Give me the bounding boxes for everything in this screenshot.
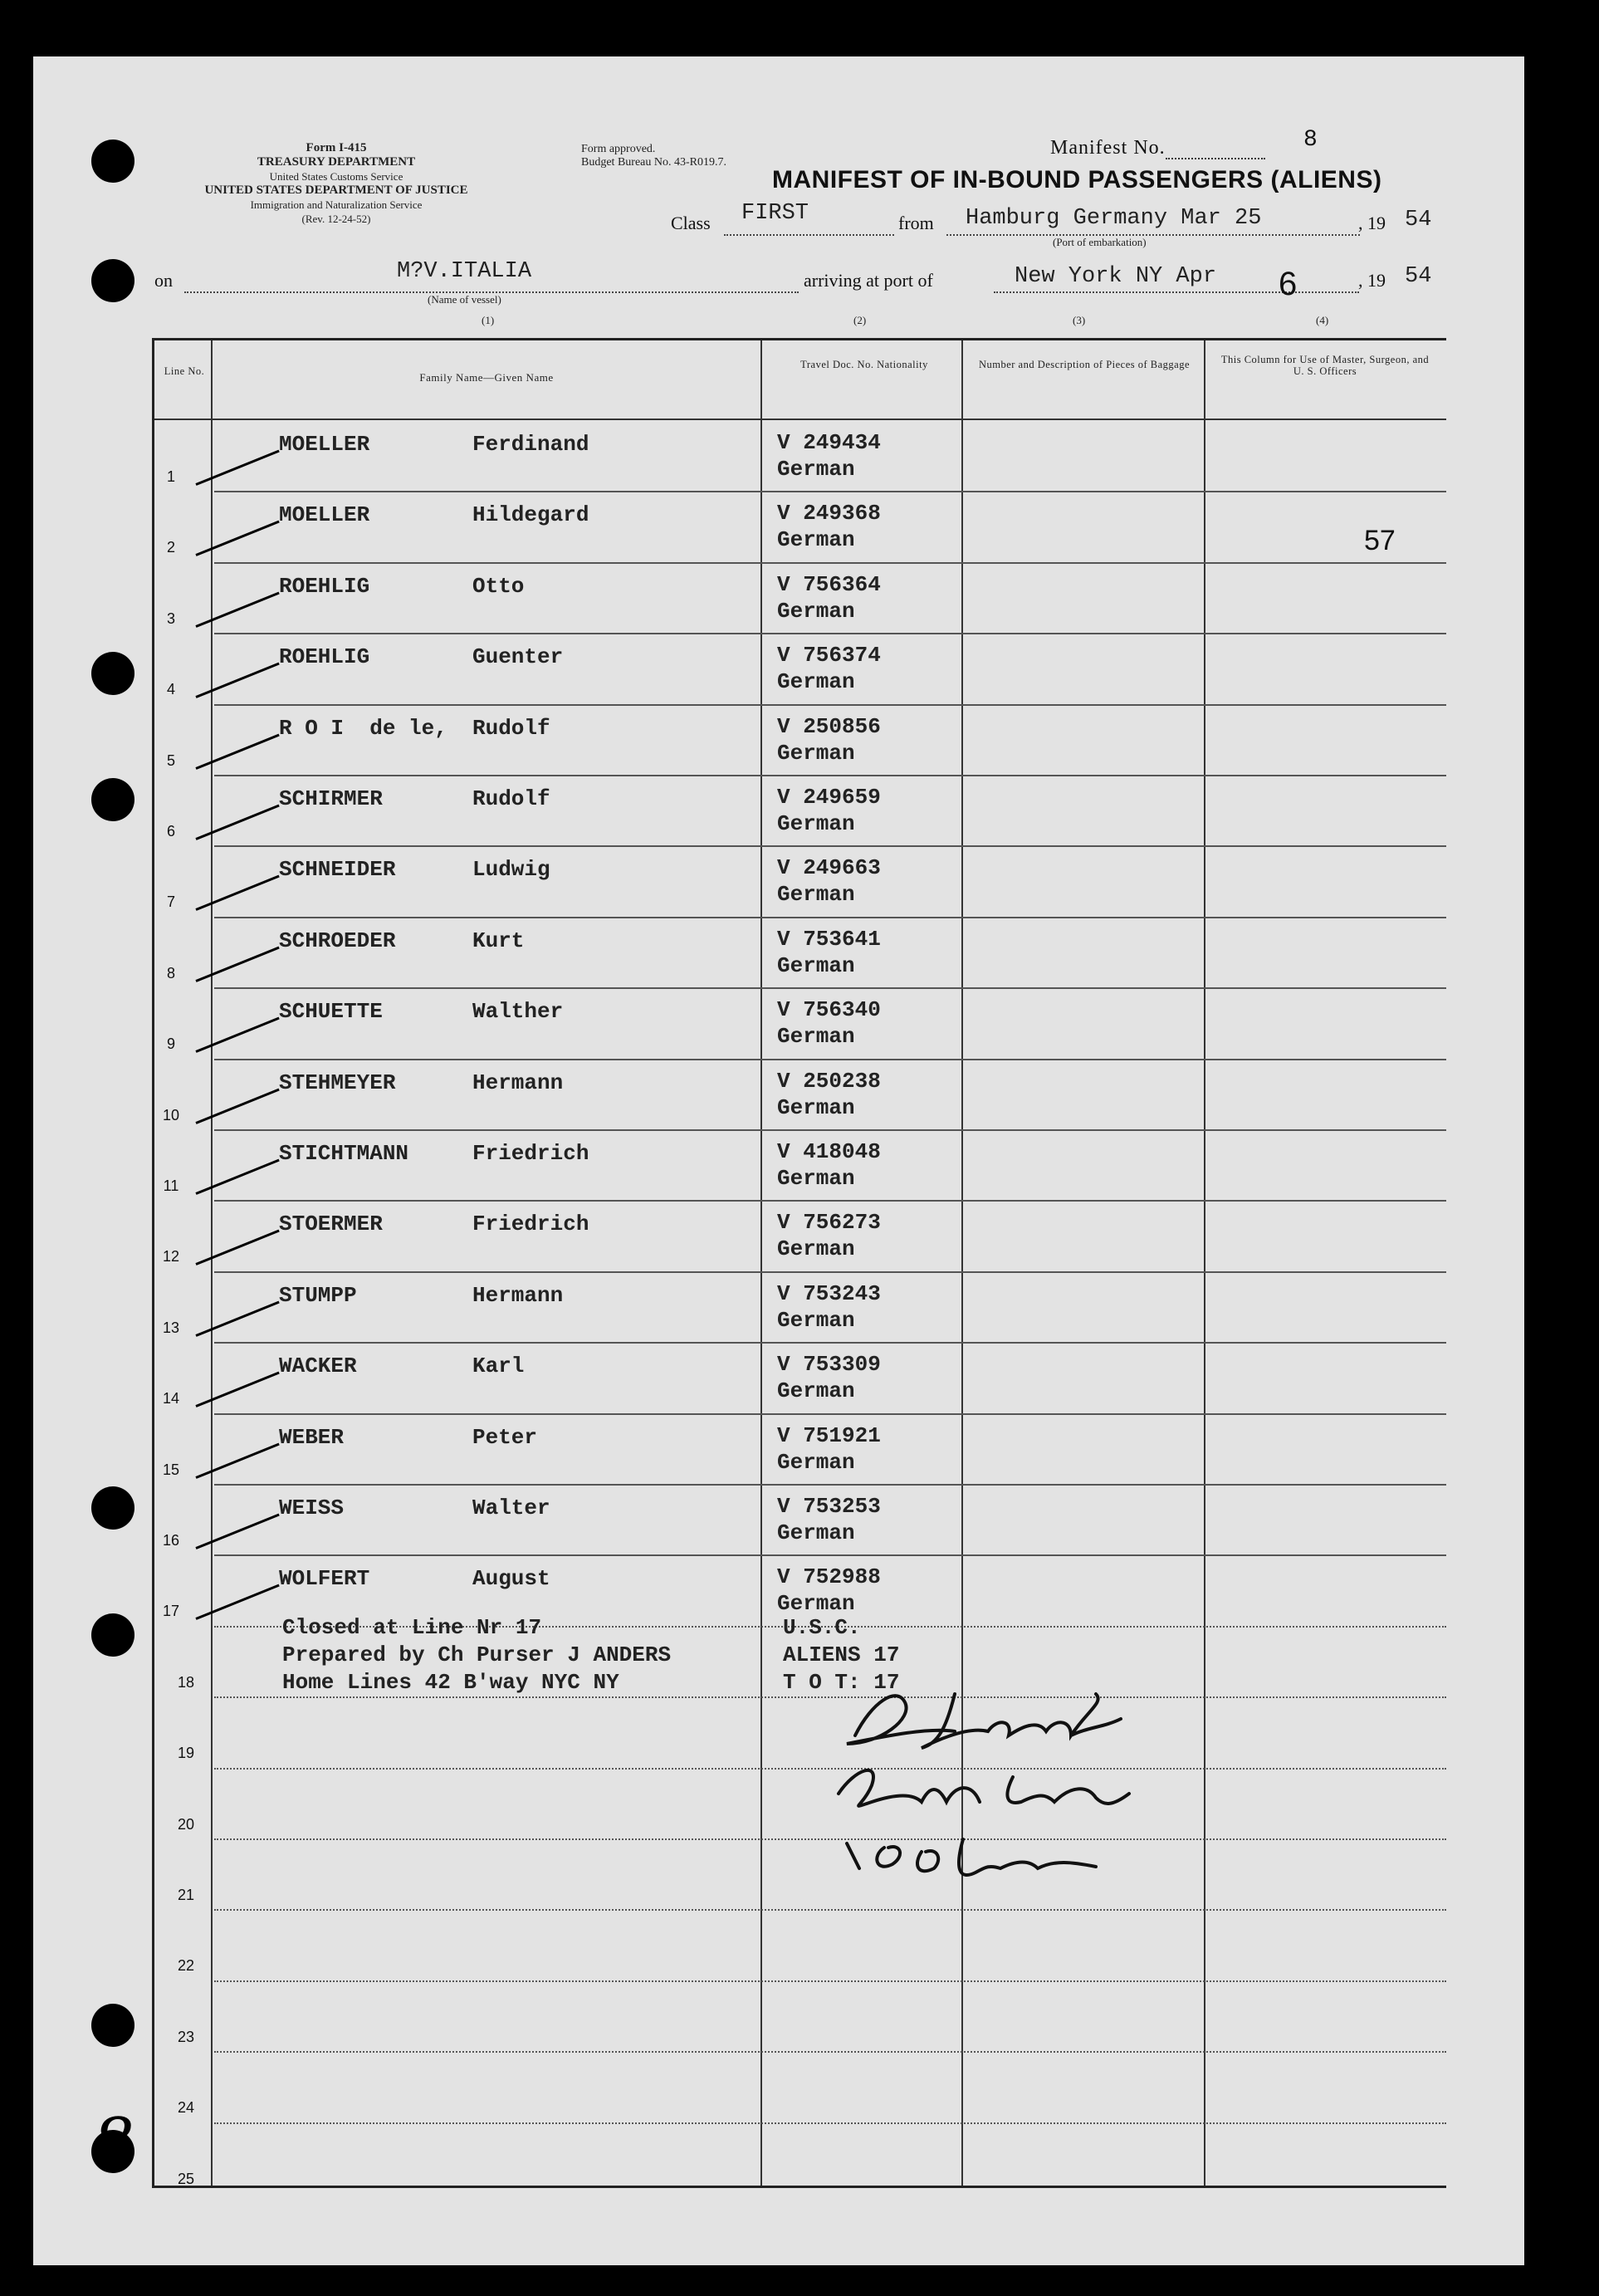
row-divider xyxy=(214,1059,1446,1060)
given-name: Kurt xyxy=(472,928,525,953)
line-number: 20 xyxy=(177,1815,195,1833)
family-name: WEISS xyxy=(279,1496,345,1520)
column-number: (3) xyxy=(1073,314,1086,326)
row-divider xyxy=(214,775,1446,776)
page-title: MANIFEST OF IN-BOUND PASSENGERS (ALIENS) xyxy=(772,166,1382,193)
manifest-number-value: 8 xyxy=(1303,127,1318,153)
line-number: 5 xyxy=(166,751,175,769)
given-name: Friedrich xyxy=(472,1141,589,1166)
travel-doc-number: V 756340 xyxy=(777,997,881,1023)
family-name: SCHNEIDER xyxy=(279,857,396,883)
arrival-year-prefix: , 19 xyxy=(1358,270,1386,291)
travel-doc-number: V 249659 xyxy=(777,785,881,810)
given-name: August xyxy=(472,1566,550,1592)
row-divider xyxy=(214,1554,1446,1556)
line-number: 7 xyxy=(166,893,175,911)
family-name: WOLFERT xyxy=(279,1566,370,1592)
travel-doc-number: V 753641 xyxy=(777,926,881,952)
vessel-name-label: (Name of vessel) xyxy=(428,293,501,306)
family-name: ROEHLIG xyxy=(279,644,370,670)
family-name: SCHIRMER xyxy=(279,786,383,811)
check-mark xyxy=(195,1159,279,1195)
line-number: 4 xyxy=(166,681,175,698)
check-mark xyxy=(195,1372,279,1407)
check-mark xyxy=(195,591,279,627)
row-divider xyxy=(214,1200,1446,1202)
given-name: Otto xyxy=(472,573,525,599)
family-name: SCHUETTE xyxy=(279,999,383,1025)
travel-doc-number: V 250856 xyxy=(777,713,881,739)
travel-doc-number: V 756364 xyxy=(777,571,881,597)
line-number: 18 xyxy=(177,1673,195,1691)
travel-doc-number: V 751921 xyxy=(777,1422,881,1448)
nationality: German xyxy=(777,952,855,978)
line-number: 17 xyxy=(162,1603,180,1620)
binder-hole xyxy=(91,1613,134,1657)
ins-service: Immigration and Naturalization Service xyxy=(250,198,423,211)
row-divider xyxy=(214,987,1446,989)
header-officers: This Column for Use of Master, Surgeon, and U. S. Officers xyxy=(1220,354,1430,377)
column-number: (2) xyxy=(853,314,867,326)
check-mark xyxy=(195,1300,279,1336)
binder-hole xyxy=(91,652,134,695)
travel-doc-number: V 249663 xyxy=(777,855,881,881)
travel-doc-number: V 249434 xyxy=(777,430,881,455)
nationality: German xyxy=(777,882,855,908)
family-name: R O I de le, xyxy=(279,715,447,741)
travel-doc-number: V 418048 xyxy=(777,1139,881,1164)
row-divider xyxy=(214,1909,1446,1911)
on-label: on xyxy=(154,270,173,291)
check-mark xyxy=(195,1514,279,1549)
row-divider xyxy=(214,704,1446,706)
form-approved: Form approved. xyxy=(581,143,656,155)
given-name: Rudolf xyxy=(472,786,550,811)
header-name: Family Name—Given Name xyxy=(419,371,554,384)
port-embark-label: (Port of embarkation) xyxy=(1053,236,1147,248)
treasury-dept: TREASURY DEPARTMENT xyxy=(257,155,416,169)
family-name: ROEHLIG xyxy=(279,573,370,599)
officer-count-annotation: 57 xyxy=(1364,525,1396,556)
line-number: 9 xyxy=(166,1035,175,1053)
family-name: STEHMEYER xyxy=(279,1070,396,1095)
family-name: SCHROEDER xyxy=(279,928,396,953)
check-mark xyxy=(195,1584,279,1620)
given-name: Rudolf xyxy=(472,715,550,741)
line-number: 6 xyxy=(166,823,175,840)
given-name: Guenter xyxy=(472,644,564,670)
usc-label: U.S.C. xyxy=(783,1615,861,1640)
line-number: 25 xyxy=(177,2170,195,2187)
check-mark xyxy=(195,1088,279,1124)
given-name: Friedrich xyxy=(472,1212,589,1237)
nationality: German xyxy=(777,1024,855,1050)
justice-dept: UNITED STATES DEPARTMENT OF JUSTICE xyxy=(204,184,468,197)
line-number: 3 xyxy=(166,609,175,627)
row-divider xyxy=(214,2122,1446,2124)
family-name: MOELLER xyxy=(279,432,370,457)
travel-doc-number: V 249368 xyxy=(777,501,881,526)
family-name: STOERMER xyxy=(279,1212,383,1237)
line-number: 22 xyxy=(177,1957,195,1975)
row-divider xyxy=(214,1484,1446,1486)
form-revision: (Rev. 12-24-52) xyxy=(301,213,371,225)
margin-mark: 8 xyxy=(93,2105,134,2180)
row-divider xyxy=(214,491,1446,492)
total-count: T O T: 17 xyxy=(783,1670,900,1695)
travel-doc-number: V 756273 xyxy=(777,1210,881,1236)
budget-approval xyxy=(581,143,726,169)
family-name: WACKER xyxy=(279,1354,357,1379)
from-year-prefix: , 19 xyxy=(1358,213,1386,233)
aliens-count: ALIENS 17 xyxy=(783,1642,900,1667)
passenger-table xyxy=(152,338,1446,2188)
line-number: 15 xyxy=(162,1461,180,1478)
travel-doc-number: V 752988 xyxy=(777,1564,881,1590)
row-divider xyxy=(214,562,1446,564)
class-label: Class xyxy=(671,213,711,233)
customs-service: United States Customs Service xyxy=(269,170,403,183)
binder-hole xyxy=(91,259,134,302)
row-divider xyxy=(214,1271,1446,1273)
line-address: Home Lines 42 B'way NYC NY xyxy=(282,1670,619,1695)
check-mark xyxy=(195,1442,279,1478)
vessel-name: M?V.ITALIA xyxy=(397,259,532,284)
family-name: STUMPP xyxy=(279,1282,357,1308)
check-mark xyxy=(195,946,279,982)
nationality: German xyxy=(777,811,855,836)
row-divider xyxy=(214,1413,1446,1415)
family-name: STICHTMANN xyxy=(279,1141,409,1166)
binder-hole xyxy=(91,1486,134,1530)
closing-line: Closed at Line Nr 17 xyxy=(282,1615,542,1640)
manifest-number xyxy=(1050,127,1318,159)
check-mark xyxy=(195,450,279,486)
line-number: 10 xyxy=(162,1106,180,1124)
manifest-label: Manifest No. xyxy=(1050,137,1166,159)
nationality: German xyxy=(777,669,855,695)
check-mark xyxy=(195,663,279,698)
column-number: (4) xyxy=(1316,314,1329,326)
form-number: Form I-415 xyxy=(306,141,367,154)
given-name: Ferdinand xyxy=(472,432,589,457)
check-mark xyxy=(195,805,279,840)
line-number: 12 xyxy=(162,1248,180,1265)
arriving-label: arriving at port of xyxy=(804,270,933,291)
row-divider xyxy=(214,2051,1446,2053)
row-divider xyxy=(214,1129,1446,1131)
arrival-year: 54 xyxy=(1405,264,1432,289)
embark-port-date: Hamburg Germany Mar 25 xyxy=(966,206,1262,231)
nationality: German xyxy=(777,1236,855,1262)
row-divider xyxy=(214,1980,1446,1982)
given-name: Walther xyxy=(472,999,564,1025)
family-name: WEBER xyxy=(279,1424,345,1450)
row-divider xyxy=(214,1342,1446,1344)
row-divider xyxy=(214,633,1446,634)
header-line-no: Line No. xyxy=(164,365,205,377)
travel-doc-number: V 753243 xyxy=(777,1280,881,1306)
from-year: 54 xyxy=(1405,208,1432,233)
class-value: FIRST xyxy=(741,201,809,226)
nationality: German xyxy=(777,1094,855,1120)
given-name: Ludwig xyxy=(472,857,550,883)
binder-hole xyxy=(91,140,134,183)
line-number: 19 xyxy=(177,1745,195,1762)
check-mark xyxy=(195,733,279,769)
from-label: from xyxy=(898,213,934,233)
column-number: (1) xyxy=(482,314,495,326)
line-number: 2 xyxy=(166,539,175,556)
form-agency-header xyxy=(141,141,531,226)
nationality: German xyxy=(777,1449,855,1475)
line-number: 13 xyxy=(162,1319,180,1336)
check-mark xyxy=(195,521,279,556)
line-number: 11 xyxy=(163,1177,179,1194)
prepared-by: Prepared by Ch Purser J ANDERS xyxy=(282,1642,672,1667)
binder-hole xyxy=(91,778,134,821)
line-number: 1 xyxy=(166,468,175,485)
row-divider xyxy=(214,845,1446,847)
nationality: German xyxy=(777,1166,855,1191)
given-name: Hermann xyxy=(472,1282,564,1308)
travel-doc-number: V 250238 xyxy=(777,1068,881,1094)
nationality: German xyxy=(777,1378,855,1404)
arrival-port-date: New York NY Apr xyxy=(1015,264,1217,289)
arrival-day: 6 xyxy=(1279,266,1298,302)
travel-doc-number: V 756374 xyxy=(777,643,881,668)
inspector-signature xyxy=(822,1669,1204,1885)
family-name: MOELLER xyxy=(279,502,370,528)
binder-hole xyxy=(91,2004,134,2047)
check-mark xyxy=(195,1230,279,1265)
line-number: 14 xyxy=(162,1390,180,1407)
nationality: German xyxy=(777,1307,855,1333)
given-name: Hildegard xyxy=(472,502,589,528)
nationality: German xyxy=(777,527,855,553)
given-name: Peter xyxy=(472,1424,538,1450)
given-name: Hermann xyxy=(472,1070,564,1095)
line-number: 8 xyxy=(166,964,175,982)
check-mark xyxy=(195,875,279,911)
line-number: 24 xyxy=(177,2099,195,2117)
nationality: German xyxy=(777,457,855,482)
header-travel-doc: Travel Doc. No. Nationality xyxy=(800,359,928,370)
row-divider xyxy=(214,917,1446,918)
travel-doc-number: V 753309 xyxy=(777,1352,881,1378)
header-baggage: Number and Description of Pieces of Baggage xyxy=(978,359,1191,370)
check-mark xyxy=(195,1017,279,1053)
nationality: German xyxy=(777,1591,855,1617)
nationality: German xyxy=(777,1520,855,1545)
nationality: German xyxy=(777,740,855,766)
line-number: 23 xyxy=(177,2028,195,2045)
budget-bureau-no: Budget Bureau No. 43-R019.7. xyxy=(581,156,726,169)
given-name: Walter xyxy=(472,1496,550,1520)
line-number: 21 xyxy=(177,1887,195,1903)
nationality: German xyxy=(777,598,855,624)
travel-doc-number: V 753253 xyxy=(777,1494,881,1519)
given-name: Karl xyxy=(472,1354,525,1379)
line-number: 16 xyxy=(162,1532,180,1549)
